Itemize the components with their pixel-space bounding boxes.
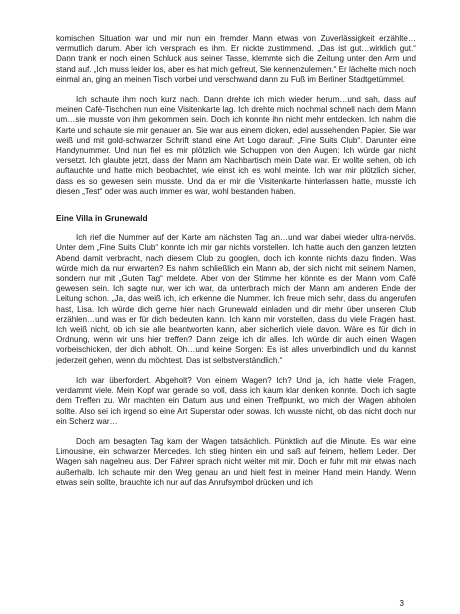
section-heading: Eine Villa in Grunewald xyxy=(56,213,148,224)
page-number: 3 xyxy=(399,599,404,608)
paragraph-1: komischen Situation war und mir nun ein fremder Mann etwas von Zuverlässigkeit erzählte…vermutlich darum. Aber ich versprach es ihm. Er nickte zustimmend. „Das ist gut…wirklich gut.“ Dann trank er noch einen Schluck aus seiner Tasse, klemmte sich die Zeitung unter den Arm und stand auf. „Ich muss leider los, aber es hat mich gefreut, Sie kennenzulernen.“ Er lächelte mich noch einmal an, ging an meinen Tisch vorbei und verschwand dann zu Fuß im Berliner Stadtgetümmel. xyxy=(56,34,416,84)
paragraph-3: Ich rief die Nummer auf der Karte am nächsten Tag an…und war dabei wieder ultra-nervös. Unter dem „Fine Suits Club“ konnte ich mir gar nichts vorstellen. Ich hatte auch den ganzen letzten Abend damit verbracht, nach diesem Club zu googlen, doch ich konnte nichts dazu finden. Was würde mich da nur erwarten? Es nahm schließlich ein Mann ab, der sich nicht mit seinem Namen, sondern nur mit „Guten Tag“ meldete. Aber von der Stimme her könnte es der Mann vom Café gewesen sein. Ich sagte nur, wer ich war, da unterbrach mich der Mann am anderen Ende der Leitung schon. „Ja, das weiß ich, ich erkenne die Nummer. Ich freue mich sehr, dass du angerufen hast, Lisa. Ich würde dich gerne hier nach Grunewald einladen und dir mehr über unseren Club erzählen…und was er für dich bedeuten kann. Ich kann mir vorstellen, dass du viele Fragen hast. Ich weiß nicht, ob ich sie alle beantworten kann, aber sicherlich viele davon. Wäre es für dich in Ordnung, wenn wir uns hier treffen? Dann zeige ich dir alles. Ich würde dir auch einen Wagen vorbeischicken, der dich abholt. Oh…und keine Sorgen: Es ist alles unverbindlich und du kannst jederzeit gehen, wenn du möchtest. Das ist selbstverständlich.“ xyxy=(56,233,416,365)
document-page xyxy=(56,34,416,498)
paragraph-5: Doch am besagten Tag kam der Wagen tatsächlich. Pünktlich auf die Minute. Es war eine Limousine, ein schwarzer Mercedes. Ich stieg hinten ein und saß auf feinem, hellem Leder. Der Wagen sah nagelneu aus. Der Fahrer sprach nicht weiter mit mir. Doch er fuhr mit mir etwas nach außerhalb. Ich schaute mir den Weg genau an und hielt fest in meiner Hand mein Handy. Wenn etwas sein sollte, brauchte ich nur auf das Anrufsymbol drücken und ich xyxy=(56,436,416,487)
paragraph-2: Ich schaute ihm noch kurz nach. Dann drehte ich mich wieder herum…und sah, dass auf meinen Café-Tischchen nun eine Visitenkarte lag. Ich drehte mich nochmal schnell nach dem Mann um…sie musste von ihm gekommen sein. Doch ich konnte ihn nicht mehr entdecken. Ich nahm die Karte und schaute sie mir genauer an. Sie war aus einem dicken, edel aussehenden Papier. Sie war weiß und mit gold-schwarzer Schrift stand eine Art Logo darauf: „Fine Suits Club“. Darunter eine Handynummer. Und nun fiel es mir plötzlich wie Schuppen von den Augen: Ich würde gar nicht versetzt. Ich glaubte jetzt, dass der Mann am Nachbartisch mein Date war. Er wollte sehen, ob ich auftauchte und hatte mich beobachtet, wie einst ich es wohl meinte. Ich war mir plötzlich sicher, dass es so gewesen sein musste. Und da er mir die Visitenkarte hinterlassen hatte, musste ich diesen „Test“ oder was auch immer es war, wohl bestanden haben. xyxy=(56,95,416,196)
paragraph-4: Ich war überfordert. Abgeholt? Von einem Wagen? Ich? Und ja, ich hatte viele Fragen, verdammt viele. Mein Kopf war gerade so voll, dass ich kaum klar denken konnte. Doch ich sagte dem Treffen zu. Wir machten ein Datum aus und einen Treffpunkt, wo mich der Wagen abholen sollte. Also sei ich irgend so eine Art Superstar oder sowas. Ich wusste nicht, ob das nicht doch nur ein Scherz war… xyxy=(56,375,416,426)
